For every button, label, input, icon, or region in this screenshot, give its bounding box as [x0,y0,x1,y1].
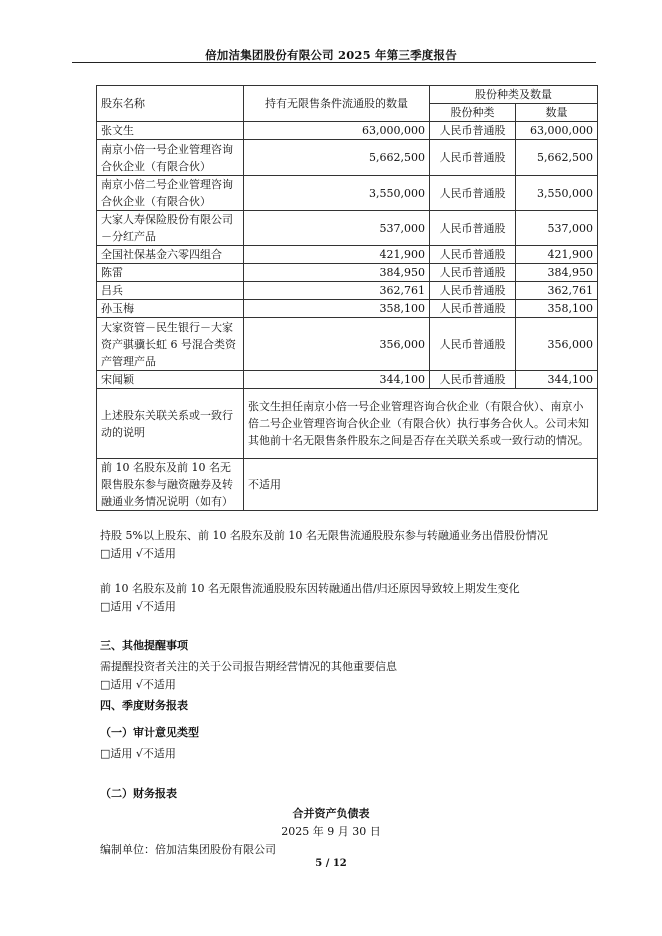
table-row [97,140,598,176]
quantity: 421,900 [244,246,430,264]
related-party-row [97,389,598,459]
shareholder-name: 张文生 [97,122,244,140]
amount: 362,761 [516,282,598,300]
share-type: 人民币普通股 [430,300,516,318]
quantity: 358,100 [244,300,430,318]
header-share-type: 股份种类 [430,104,516,122]
related-party-label: 上述股东关联关系或一致行动的说明 [97,389,244,459]
shareholder-name: 大家人寿保险股份有限公司－分红产品 [97,211,244,246]
table-row [97,264,598,282]
amount: 3,550,000 [516,176,598,211]
report-header: 倍加洁集团股份有限公司 2025 年第三季度报告 [205,48,457,62]
table-row [97,122,598,140]
share-type: 人民币普通股 [430,140,516,176]
margin-trading-row [97,459,598,511]
section-heading-other-reminders: 三、其他提醒事项 [100,639,188,652]
table-row [97,371,598,389]
shareholder-name: 南京小倍二号企业管理咨询合伙企业（有限合伙） [97,176,244,211]
amount: 63,000,000 [516,122,598,140]
related-party-text: 张文生担任南京小倍一号企业管理咨询合伙企业（有限合伙）、南京小倍二号企业管理咨询合伙企业（有限合伙）执行事务合伙人。公司未知其他前十名无限售条件股东之间是否存在关联关系或一致行动的情况。 [244,389,598,459]
share-type: 人民币普通股 [430,264,516,282]
statement-date: 2025 年 9 月 30 日 [281,825,381,838]
page-number: 5 / 12 [315,858,347,869]
lending-change-text: 前 10 名股东及前 10 名无限售流通股股东因转融通出借/归还原因导致较上期发生变化 [100,582,520,595]
shareholder-table [96,85,598,511]
subsection-heading-audit-opinion: （一）审计意见类型 [100,726,199,739]
share-type: 人民币普通股 [430,211,516,246]
subsection-heading-statements: （二）财务报表 [100,787,177,800]
amount: 344,100 [516,371,598,389]
share-type: 人民币普通股 [430,176,516,211]
header-quantity: 持有无限售条件流通股的数量 [244,86,430,122]
header-amount: 数量 [516,104,598,122]
shareholder-name: 大家资管－民生银行－大家资产骐骥长虹 6 号混合类资产管理产品 [97,318,244,371]
other-reminders-text: 需提醒投资者关注的关于公司报告期经营情况的其他重要信息 [100,660,397,673]
amount: 421,900 [516,246,598,264]
table-row [97,282,598,300]
quantity: 63,000,000 [244,122,430,140]
other-reminders-applicability: □适用 √不适用 [100,678,176,691]
lending-applicability: □适用 √不适用 [100,547,176,560]
margin-trading-text: 不适用 [244,459,598,511]
statement-title: 合并资产负债表 [292,807,370,820]
shareholder-name: 吕兵 [97,282,244,300]
amount: 537,000 [516,211,598,246]
table-row [97,211,598,246]
share-type: 人民币普通股 [430,371,516,389]
amount: 384,950 [516,264,598,282]
header-share-type-group: 股份种类及数量 [430,86,598,104]
quantity: 356,000 [244,318,430,371]
table-row [97,300,598,318]
amount: 358,100 [516,300,598,318]
section-heading-financial-statements: 四、季度财务报表 [100,699,188,712]
table-row [97,246,598,264]
compiler-line: 编制单位：倍加洁集团股份有限公司 [100,843,276,856]
shareholder-name: 孙玉梅 [97,300,244,318]
margin-trading-label: 前 10 名股东及前 10 名无限售股东参与融资融券及转融通业务情况说明（如有） [97,459,244,511]
table-row [97,318,598,371]
lending-change-applicability: □适用 √不适用 [100,600,176,613]
shareholder-name: 全国社保基金六零四组合 [97,246,244,264]
amount: 5,662,500 [516,140,598,176]
quantity: 3,550,000 [244,176,430,211]
share-type: 人民币普通股 [430,318,516,371]
quantity: 384,950 [244,264,430,282]
quantity: 362,761 [244,282,430,300]
quantity: 344,100 [244,371,430,389]
header-divider [72,62,596,63]
shareholder-name: 宋闻颖 [97,371,244,389]
share-type: 人民币普通股 [430,282,516,300]
audit-opinion-applicability: □适用 √不适用 [100,747,176,760]
header-shareholder: 股东名称 [97,86,244,122]
quantity: 5,662,500 [244,140,430,176]
share-type: 人民币普通股 [430,246,516,264]
shareholder-name: 南京小倍一号企业管理咨询合伙企业（有限合伙） [97,140,244,176]
share-type: 人民币普通股 [430,122,516,140]
shareholder-name: 陈雷 [97,264,244,282]
amount: 356,000 [516,318,598,371]
quantity: 537,000 [244,211,430,246]
lending-disclosure-text: 持股 5%以上股东、前 10 名股东及前 10 名无限售流通股股东参与转融通业务出借股份情况 [100,529,548,542]
table-row [97,176,598,211]
